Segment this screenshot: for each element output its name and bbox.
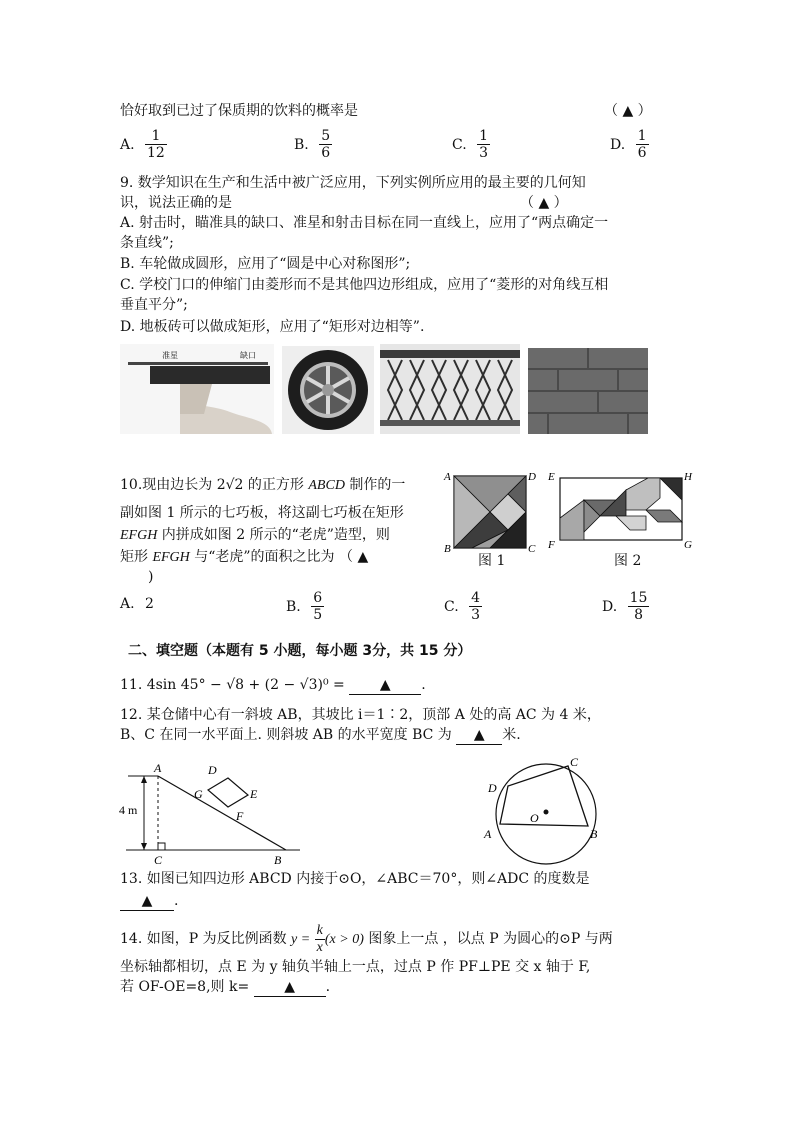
- wheel-photo: [282, 346, 374, 434]
- fig1-caption: 图 1: [478, 553, 506, 569]
- q10-line5: ): [148, 569, 154, 585]
- floor-tiles-photo: [528, 348, 648, 434]
- q11-answer-blank: ▲: [349, 676, 421, 695]
- fig2-label-g: G: [684, 539, 692, 551]
- q10-line4: 矩形 EFGH 与“老虎”的面积之比为 （ ▲: [120, 549, 369, 565]
- pistol-photo: [120, 344, 274, 434]
- q12-line1: 12. 某仓储中心有一斜坡 AB，其坡比 i＝1∶2，顶部 A 处的高 AC 为 4 米，: [120, 707, 601, 723]
- slope-label-a: A: [154, 761, 162, 775]
- q8-answer-paren: （ ▲ ）: [604, 103, 652, 119]
- q9-line1: 9. 数学知识在生产和生活中被广泛应用，下列实例所应用的最主要的几何知: [120, 175, 586, 191]
- q9-option-a-line1: A. 射击时，瞄准具的缺口、准星和射击目标在同一直线上，应用了“两点确定一: [120, 215, 609, 231]
- q9-answer-paren: （ ▲ ）: [520, 195, 568, 211]
- q9-line2: 识，说法正确的是: [120, 195, 232, 211]
- q8-option-b: B. $\frac{5}{6}$: [294, 128, 331, 161]
- fig1-label-b: B: [444, 543, 451, 555]
- q12-answer-blank: ▲: [456, 726, 502, 745]
- circle-label-b: B: [590, 827, 598, 841]
- tangram-figure-2: [546, 468, 696, 552]
- q9-option-c-line2: 垂直平分”;: [120, 297, 188, 313]
- q14-line1: 14. 如图，P 为反比例函数 y = $\frac{k}{x}$ (x > 0) 图象上一点 ，以点 P 为圆心的⊙P 与两: [120, 922, 613, 955]
- fig1-label-d: D: [528, 471, 536, 483]
- fig1-label-a: A: [444, 471, 451, 483]
- q12-line2: B、C 在同一水平面上. 则斜坡 AB 的水平宽度 BC 为 ▲ 米.: [120, 727, 521, 743]
- fig2-label-e: E: [548, 471, 555, 483]
- q9-option-c-line1: C. 学校门口的伸缩门由菱形而不是其他四边形组成，应用了“菱形的对角线互相: [120, 277, 609, 293]
- front-sight-label: 准星: [162, 351, 178, 360]
- slope-label-d: D: [208, 763, 217, 777]
- q13-line2: ▲ .: [120, 892, 178, 911]
- slope-label-f: F: [236, 809, 244, 823]
- fig1-label-c: C: [528, 543, 536, 555]
- slope-label-c: C: [154, 853, 163, 867]
- q13-line1: 13. 如图已知四边形 ABCD 内接于⊙O，∠ABC＝70°，则∠ADC 的度数是: [120, 871, 590, 887]
- sliding-gate-photo: [380, 344, 520, 434]
- q14-line3: 若 OF-OE=8,则 k= ▲ .: [120, 979, 331, 995]
- q9-option-b: B. 车轮做成圆形，应用了“圆是中心对称图形”;: [120, 256, 411, 272]
- circle-label-c: C: [570, 755, 579, 769]
- q10-line2: 副如图 1 所示的七巧板，将这副七巧板在矩形: [120, 505, 404, 521]
- rear-notch-label: 缺口: [240, 351, 256, 360]
- q10-line1: 10.现由边长为 2√2 的正方形 ABCD 制作的一: [120, 477, 406, 493]
- q8-option-c: C. $\frac{1}{3}$: [452, 128, 489, 161]
- inscribed-quadrilateral-diagram: [476, 752, 616, 868]
- circle-label-o: O: [530, 811, 539, 825]
- q10-option-a: A. 2: [120, 596, 154, 612]
- q8-option-a: A. $\frac{1}{12}$: [120, 128, 165, 161]
- slope-diagram: [110, 758, 310, 868]
- q9-option-a-line2: 条直线”;: [120, 235, 174, 251]
- section-2-title: 二、填空题（本题有 5 小题，每小题 3分，共 15 分）: [128, 643, 472, 659]
- q10-option-c: C. $\frac{4}{3}$: [444, 590, 481, 623]
- slope-label-b: B: [274, 853, 282, 867]
- fig2-label-h: H: [684, 471, 692, 483]
- q13-answer-blank: ▲: [120, 892, 174, 911]
- q8-option-d: D. $\frac{1}{6}$: [610, 128, 647, 161]
- q8-stem: 恰好取到已过了保质期的饮料的概率是: [120, 103, 358, 119]
- q10-line3: EFGH 内拼成如图 2 所示的“老虎”造型，则: [120, 527, 390, 543]
- q11-line: 11. 4sin 45° − √8 + (2 − √3)⁰ = ▲ .: [120, 677, 426, 693]
- fig2-label-f: F: [548, 539, 555, 551]
- slope-label-e: E: [250, 787, 258, 801]
- slope-label-g: G: [194, 787, 203, 801]
- q10-option-d: D. $\frac{15}{8}$: [602, 590, 648, 623]
- circle-label-a: A: [484, 827, 492, 841]
- slope-height-label: 4 m: [119, 803, 138, 817]
- q10-option-b: B. $\frac{6}{5}$: [286, 590, 323, 623]
- q14-line2: 坐标轴都相切，点 E 为 y 轴负半轴上一点，过点 P 作 PF⊥PE 交 x 轴于 F,: [120, 959, 591, 975]
- circle-label-d: D: [488, 781, 497, 795]
- fig2-caption: 图 2: [614, 553, 642, 569]
- q14-answer-blank: ▲: [254, 978, 326, 997]
- q9-option-d: D. 地板砖可以做成矩形，应用了“矩形对边相等”.: [120, 319, 425, 335]
